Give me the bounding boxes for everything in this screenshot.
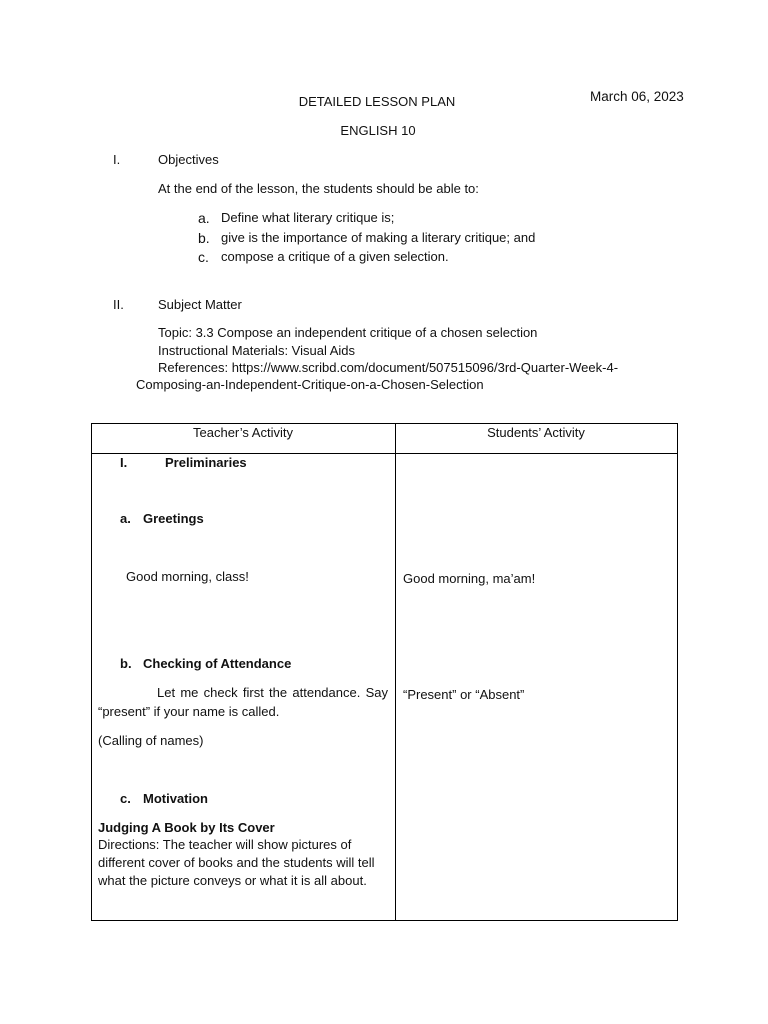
motivation-directions-line: different cover of books and the students will tell [98, 855, 375, 870]
attendance-instruction-line: Let me check first the attendance. Say [157, 685, 388, 700]
students-activity-header: Students’ Activity [487, 425, 585, 440]
objective-item: Define what literary critique is; [221, 210, 395, 225]
preliminaries-heading: Preliminaries [165, 455, 247, 470]
preliminaries-numeral: I. [120, 455, 128, 470]
attendance-instruction-line: “present” if your name is called. [98, 704, 280, 719]
motivation-heading: Motivation [143, 791, 208, 806]
motivation-marker: c. [120, 791, 131, 806]
subject-topic: Topic: 3.3 Compose an independent critique of a chosen selection [158, 325, 538, 340]
greetings-heading: Greetings [143, 511, 204, 526]
section-heading-subject-matter: Subject Matter [158, 297, 242, 312]
motivation-activity-title: Judging A Book by Its Cover [98, 820, 275, 835]
objective-marker: c. [198, 249, 209, 265]
subject-references-line: Composing-an-Independent-Critique-on-a-Chosen-Selection [136, 377, 484, 392]
students-greeting: Good morning, ma’am! [403, 571, 536, 586]
motivation-directions-line: Directions: The teacher will show pictures of [98, 837, 352, 852]
students-attendance-response: “Present” or “Absent” [403, 687, 525, 702]
subject-materials: Instructional Materials: Visual Aids [158, 343, 356, 358]
subject-references-line: References: https://www.scribd.com/document/507515096/3rd-Quarter-Week-4- [158, 360, 619, 375]
document-title: DETAILED LESSON PLAN [298, 94, 456, 109]
section-heading-objectives: Objectives [158, 152, 219, 167]
objective-item: give is the importance of making a literary critique; and [221, 230, 536, 245]
motivation-directions-line: what the picture conveys or what it is all about. [98, 873, 367, 888]
table-header-divider [91, 453, 678, 454]
section-numeral-objectives: I. [113, 152, 121, 167]
objective-marker: b. [198, 230, 210, 246]
attendance-marker: b. [120, 656, 132, 671]
greetings-marker: a. [120, 511, 131, 526]
objective-item: compose a critique of a given selection. [221, 249, 449, 264]
teacher-activity-header: Teacher’s Activity [193, 425, 293, 440]
section-numeral-subject-matter: II. [113, 297, 124, 312]
objective-marker: a. [198, 210, 210, 226]
lesson-date: March 06, 2023 [590, 89, 684, 104]
teacher-greeting: Good morning, class! [126, 569, 249, 584]
attendance-heading: Checking of Attendance [143, 656, 292, 671]
attendance-note: (Calling of names) [98, 733, 204, 748]
objectives-intro: At the end of the lesson, the students should be able to: [158, 181, 479, 196]
course-title: ENGLISH 10 [340, 123, 416, 138]
table-column-divider [395, 423, 396, 921]
